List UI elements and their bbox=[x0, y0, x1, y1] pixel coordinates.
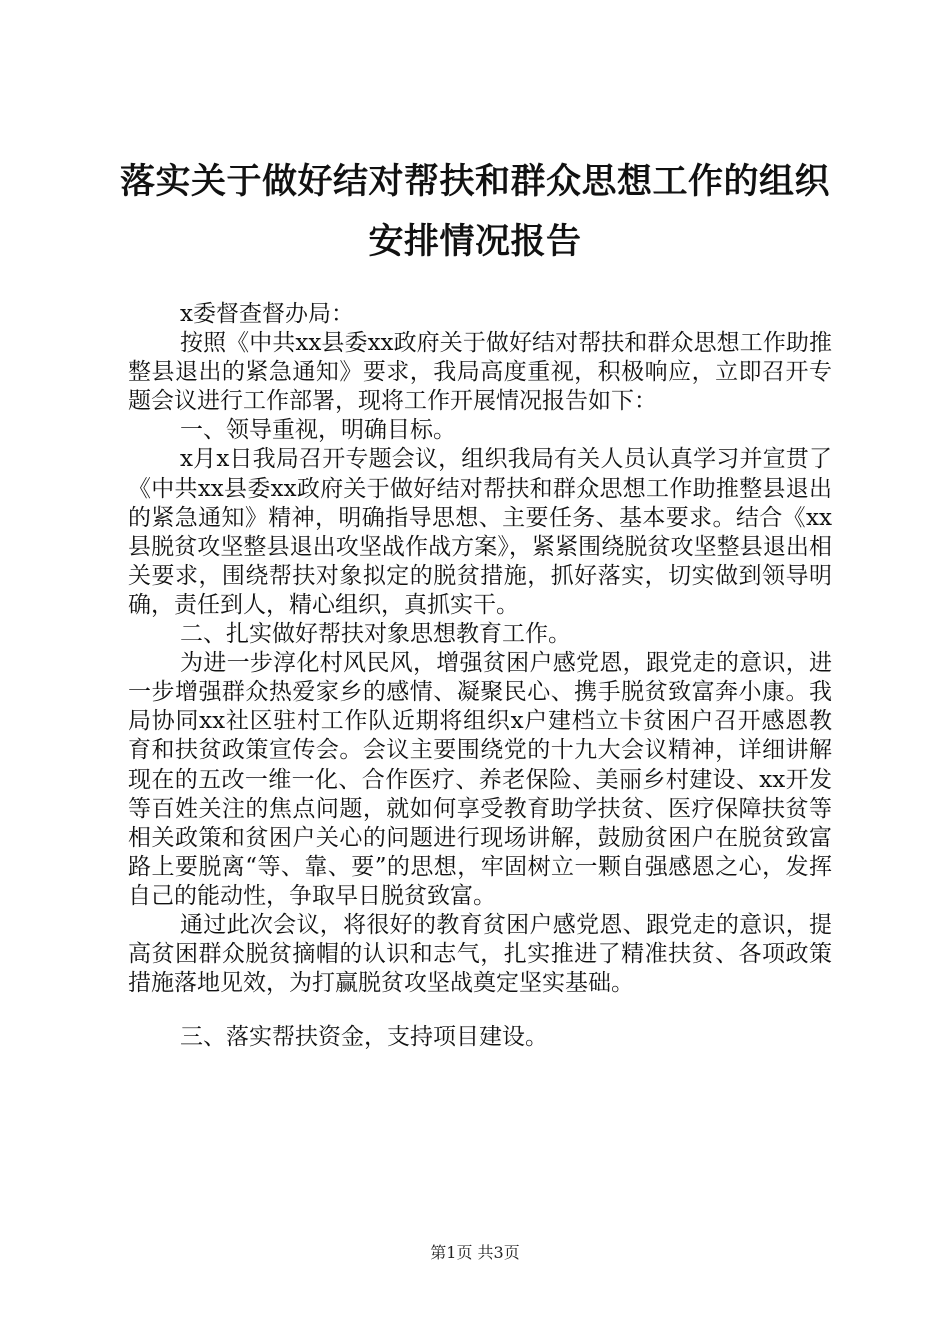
document-title-line-1: 落实关于做好结对帮扶和群众思想工作的组织 bbox=[119, 162, 830, 202]
section-heading-3: 三、落实帮扶资金，支持项目建设。 bbox=[180, 1024, 548, 1051]
section-2-paragraph-1: 为进一步淳化村风民风，增强贫困户感党恩，跟党走的意识，进一步增强群众热爱家乡的感情、凝聚民心、携手脱贫致富奔小康。我局协同xx社区驻村工作队近期将组织x户建档立卡贫困户召开感恩教育和扶贫政策宣传会。会议主要围绕党的十九大会议精神，详细讲解现在的五改一维一化、合作医疗、养老保险、美丽乡村建设、xx开发等百姓关注的焦点问题，就如何享受教育助学扶贫、医疗保障扶贫等相关政策和贫困户关心的问题进行现场讲解，鼓励贫困户在脱贫致富路上要脱离“等、靠、要”的思想，牢固树立一颗自强感恩之心，发挥自己的能动性，争取早日脱贫致富。 bbox=[128, 650, 832, 909]
section-2-paragraph-2: 通过此次会议，将很好的教育贫困户感党恩、跟党走的意识，提高贫困群众脱贫摘帽的认识和志气，扎实推进了精准扶贫、各项政策措施落地见效，为打赢脱贫攻坚战奠定坚实基础。 bbox=[128, 911, 832, 997]
document-title-line-2: 安排情况报告 bbox=[368, 222, 582, 262]
page-footer: 第1页 共3页 bbox=[430, 1243, 520, 1262]
section-heading-2: 二、扎实做好帮扶对象思想教育工作。 bbox=[180, 621, 571, 648]
section-heading-1: 一、领导重视，明确目标。 bbox=[180, 417, 456, 444]
document-body bbox=[128, 300, 832, 1052]
salutation: x委督查督办局： bbox=[180, 301, 354, 327]
section-1-paragraph: x月x日我局召开专题会议，组织我局有关人员认真学习并宣贯了《中共xx县委xx政府关于做好结对帮扶和群众思想工作助推整县退出的紧急通知》精神，明确指导思想、主要任务、基本要求。结合《xx县脱贫攻坚整县退出攻坚战作战方案》，紧紧围绕脱贫攻坚整县退出相关要求，围绕帮扶对象拟定的脱贫措施，抓好落实，切实做到领导明确，责任到人，精心组织，真抓实干。 bbox=[128, 446, 832, 618]
intro-paragraph: 按照《中共xx县委xx政府关于做好结对帮扶和群众思想工作助推整县退出的紧急通知》要求，我局高度重视，积极响应，立即召开专题会议进行工作部署，现将工作开展情况报告如下： bbox=[128, 330, 832, 415]
